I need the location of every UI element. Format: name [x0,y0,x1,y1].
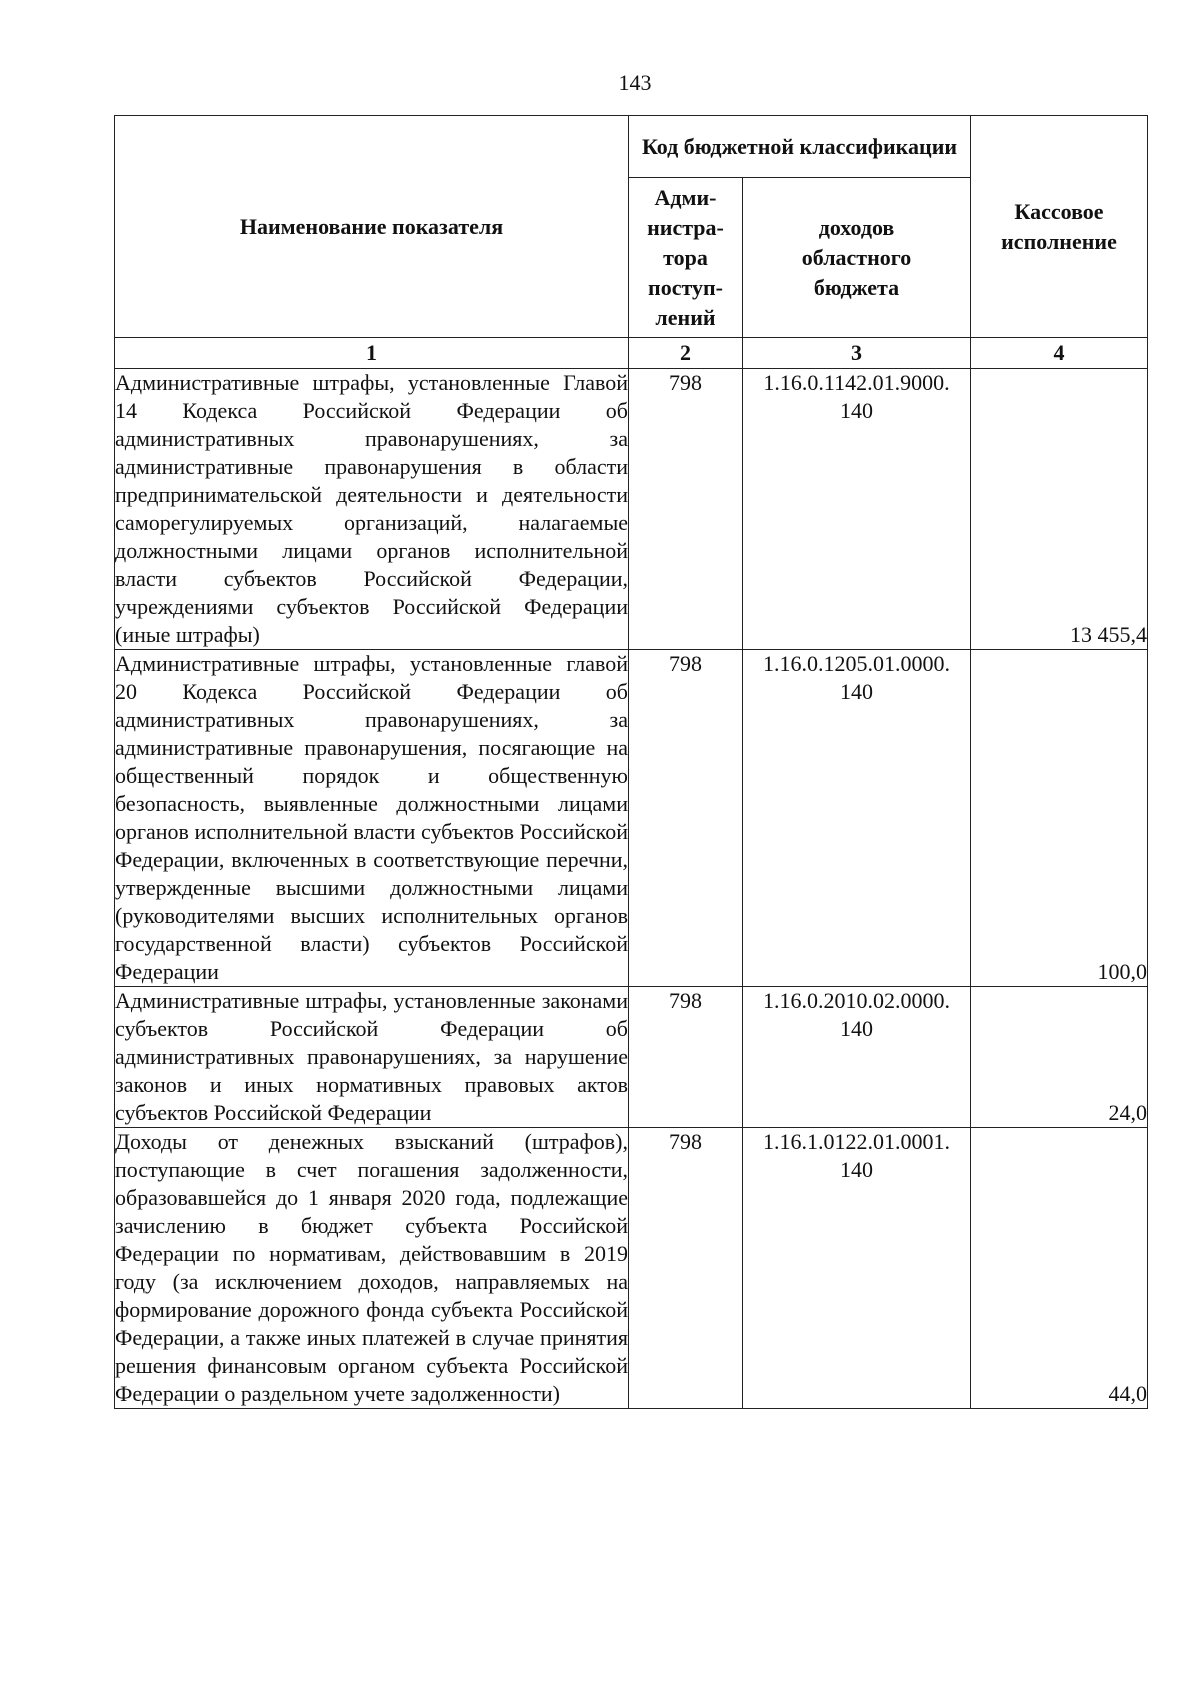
header-name: Наименование показателя [115,116,629,338]
col-number-2: 2 [629,338,743,369]
table-row [115,1128,1148,1409]
row-name: Административные штрафы, установленные Главой 14 Кодекса Российской Федерации об административных правонарушениях, за административные правонарушения в области предпринимательской деятельности и деятельности саморегулируемых организаций, налагаемые должностными лицами органов исполнительной власти субъектов Российской Федерации, учреждениями субъектов Российской Федерации (иные штрафы) [115,369,629,650]
row-admin-code: 798 [629,650,743,987]
column-numbers-row [115,338,1148,369]
row-budget-code: 1.16.0.2010.02.0000. 140 [743,987,971,1128]
row-amount: 24,0 [971,987,1148,1128]
row-admin-code: 798 [629,369,743,650]
header-execution: Кассовое исполнение [971,116,1148,338]
row-name: Доходы от денежных взысканий (штрафов), поступающие в счет погашения задолженности, образовавшейся до 1 января 2020 года, подлежащие зачислению в бюджет субъекта Российской Федерации по нормативам, действовавшим в 2019 году (за исключением доходов, направляемых на формирование дорожного фонда субъекта Российской Федерации, а также иных платежей в случае принятия решения финансовым органом субъекта Российской Федерации о раздельном учете задолженности) [115,1128,629,1409]
row-budget-code: 1.16.1.0122.01.0001. 140 [743,1128,971,1409]
page-number: 143 [618,70,652,95]
table-row [115,369,1148,650]
col-number-1: 1 [115,338,629,369]
row-budget-code: 1.16.0.1142.01.9000. 140 [743,369,971,650]
header-income: доходов областного бюджета [743,178,971,338]
row-admin-code: 798 [629,1128,743,1409]
row-name: Административные штрафы, установленные главой 20 Кодекса Российской Федерации об административных правонарушениях, за административные правонарушения, посягающие на общественный порядок и общественную безопасность, выявленные должностными лицами органов исполнительной власти субъектов Российской Федерации, включенных в соответствующие перечни, утвержденные высшими должностными лицами (руководителями высших исполнительных органов государственной власти) субъектов Российской Федерации [115,650,629,987]
row-amount: 13 455,4 [971,369,1148,650]
table-row [115,987,1148,1128]
table-row [115,650,1148,987]
col-number-4: 4 [971,338,1148,369]
row-admin-code: 798 [629,987,743,1128]
row-amount: 44,0 [971,1128,1148,1409]
header-admin: Адми- нистра- тора поступ- лений [629,178,743,338]
col-number-3: 3 [743,338,971,369]
header-code-group: Код бюджетной классификации [629,116,971,178]
row-name: Административные штрафы, установленные законами субъектов Российской Федерации об административных правонарушениях, за нарушение законов и иных нормативных правовых актов субъектов Российской Федерации [115,987,629,1128]
row-budget-code: 1.16.0.1205.01.0000. 140 [743,650,971,987]
row-amount: 100,0 [971,650,1148,987]
budget-table [114,115,1148,1409]
